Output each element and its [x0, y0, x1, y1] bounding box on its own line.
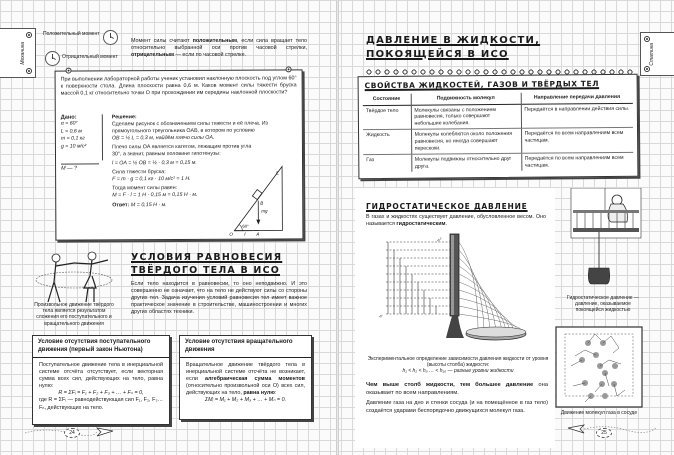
given-column: [61, 114, 103, 160]
bolt-icon: [286, 66, 292, 72]
table-cell: Твёрдое тело: [363, 105, 411, 130]
label-l: l: [244, 231, 246, 237]
clock-clockwise-icon: [45, 51, 60, 66]
given-length: L = 0,6 м: [60, 128, 82, 135]
hydrostatic-experiment-illustration: [378, 230, 528, 348]
balcony-illustration: [565, 188, 645, 286]
rotational-text: (относительно произвольной оси O) всех сил, действующих на тело,: [186, 383, 305, 397]
experiment-caption: Экспериментальное определение зависимости давления жидкости от уровня (высоты столба) жидкости: h₁ < h₂ < h₃ … < h₁₀ — разные уровни жидкости: [367, 356, 549, 375]
answer-label: Ответ:: [112, 202, 130, 209]
resultant-note: где R = ΣFᵢ — равнодействующая сил F₁, F₂, F₃…Fₙ, действующих на тело.: [39, 397, 163, 411]
label-L: L: [276, 170, 279, 177]
solution-line: Тогда момент силы равен:: [112, 185, 178, 192]
label-mg: mg: [261, 208, 268, 214]
table-cell: Передаётся по всем направлениям всем частицам.: [521, 128, 633, 154]
given-alpha: α = 60°: [60, 120, 78, 127]
moment-sum-formula: ΣMᵢ = M₁ + M₂ + M₃ + … + Mₙ = 0.: [204, 397, 287, 404]
section-tab-statics[interactable]: [640, 32, 674, 76]
level-label: h₁: [378, 313, 384, 319]
column-header-mobility: Подвижность молекул: [411, 93, 521, 105]
moment-definition: Момент силы считают положительным, если сила вращает тело относительно выбранной оси против часовой стрелки, отрицательным — если по часовой стрелке.: [131, 38, 307, 59]
translational-condition-title: Условие отсутствия поступательного движения (первый закон Ньютона): [33, 336, 169, 358]
gas-molecules-caption: Движение молекул газа в сосуде: [560, 410, 638, 416]
rotational-condition-box: [179, 335, 312, 420]
solution-line: M = F · l = 1 Н · 0,15 м = 0,15 Н · м.: [112, 191, 198, 199]
solution-title: Решение:: [111, 114, 137, 121]
translational-condition-box: [32, 335, 170, 425]
properties-table-box: [358, 74, 639, 179]
page-number-left: 24: [64, 428, 80, 438]
positive-moment-label: Положительный момент: [43, 31, 100, 37]
dancers-caption: Произвольное движение твёрдого тела является результатом сложения его поступательного и вращательного движения: [34, 302, 114, 327]
hydrostatic-title: ГИДРОСТАТИЧЕСКОЕ ДАВЛЕНИЕ: [366, 202, 528, 211]
label-O: O: [229, 231, 233, 237]
equilibrium-text: Если тело находится в равновесии, то оно неподвижно. И это совершенно не означает, что на тело не действуют силы со стороны других тел. Задача изучения условий равновесия тел имеет важное практическое значение в строительстве, машиностроении и многих других областях техники.: [131, 281, 307, 316]
given-g: g = 10 м/с²: [60, 142, 87, 150]
solution-line: F = m · g = 0,1 кг · 10 м/с² = 1 Н.: [112, 175, 191, 183]
bolt-icon: [26, 68, 32, 74]
given-title: Дано:: [60, 114, 77, 121]
rotational-condition-title: Условие отсутствия вращательного движения: [180, 336, 311, 358]
section-tab-label: Статика: [648, 42, 655, 66]
bolt-icon: [644, 66, 650, 72]
solution-line: Сила тяжести бруска:: [112, 169, 166, 176]
table-cell: Передаётся по всем направлениям всем частицам.: [521, 152, 633, 171]
section-tab-mechanics[interactable]: [0, 28, 36, 78]
level-label: h₁₀: [436, 236, 443, 243]
problem-statement: При выполнении лабораторной работы ученик установил наклонную плоскость под углом 60° к поверхности стола. Длина плоскости равна 0,6 м. Каков момент силы тяжести бруска массой 0,1 кг относительно точки O при прохождении им середины наклонной плоскости?: [60, 75, 297, 97]
gas-pressure-text: Давление газа на дно и стенки сосуда (и на помещённое в газ тело) создаётся ударами беспорядочно движущихся молекул газа.: [366, 400, 548, 414]
clock-counterclockwise-icon: [103, 30, 118, 45]
bolt-icon: [66, 68, 72, 74]
negative-moment-label: Отрицательный момент: [62, 54, 118, 60]
table-row: [363, 103, 633, 130]
table-cell: Газ: [363, 154, 411, 172]
solution-line: Сделаем рисунок с обозначением силы тяжести и её плеча. Из прямоугольного треугольника OAB, в котором по условию: [111, 120, 268, 135]
table-cell: Передаётся в направлении действия силы.: [521, 103, 633, 129]
bolt-icon: [26, 32, 32, 38]
table-cell: Молекулы подвижны относительно друг друга.: [411, 153, 521, 172]
pressure-height-statement: Чем выше столб жидкости, тем большее давление она оказывает по всем направлениям.: [366, 382, 548, 396]
page-title: ДАВЛЕНИЕ В ЖИДКОСТИ, ПОКОЯЩЕЙСЯ В ИСО: [366, 35, 541, 60]
table-cell: Жидкость: [363, 130, 411, 155]
hydrostatic-text: В газах и жидкостях существует давление, обусловленное весом. Оно называется гидростатическим.: [366, 214, 546, 228]
inclined-plane-diagram: [228, 162, 294, 236]
label-B: B: [260, 200, 264, 206]
properties-table-title: СВОЙСТВА ЖИДКОСТЕЙ, ГАЗОВ И ТВЁРДЫХ ТЕЛ: [364, 79, 600, 91]
solution-line: OB = ½ L = 0,3 м, найдём плечо силы OA.: [111, 134, 215, 142]
dancers-illustration: [34, 248, 114, 308]
answer-value: M = 0,15 Н · м.: [130, 202, 167, 209]
page-number-right: 25: [596, 428, 612, 438]
equilibrium-title: УСЛОВИЯ РАВНОВЕСИЯ ТВЁРДОГО ТЕЛА В ИСО: [131, 252, 283, 276]
example-problem-box: [55, 69, 304, 240]
column-header-pressure-direction: Направление передачи давления: [521, 92, 633, 104]
bolt-icon: [644, 36, 650, 42]
section-tab-label: Механика: [19, 41, 26, 65]
solution-line: l = OA = ½ OB = ½ · 0,3 м = 0,15 м.: [112, 159, 197, 167]
given-mass: m = 0,1 кг: [60, 135, 85, 142]
rotational-condition-body: [180, 358, 311, 409]
rotational-bold: равна нулю: [243, 390, 275, 397]
properties-table: [363, 92, 634, 173]
gas-molecules-diagram: [555, 326, 643, 408]
rotational-text: Вращательное движение твёрдого тела в инерциальной системе отсчёта не возникает, если: [186, 362, 305, 383]
rotational-bold: алгебраическая сумма моментов: [204, 376, 305, 383]
column-header-state: Состояние: [363, 94, 411, 106]
table-cell: Молекулы колеблются около положения равновесия, но иногда совершают перескоки.: [411, 129, 521, 155]
label-angle: 60°: [242, 223, 249, 229]
table-row: [363, 128, 633, 155]
newton-first-law-formula: R = ΣFᵢ = F₁ + F₂ + F₃ + … + Fₙ = 0,: [58, 390, 144, 397]
table-cell: Молекулы связаны с положением равновесия, только совершают небольшие колебания.: [411, 104, 521, 130]
solution-line: Плечо силы OA является катетом, лежащим против угла 30°, а значит, равным половине гипотенузы:: [111, 143, 252, 158]
table-row: [363, 152, 633, 172]
find-value: M — ?: [61, 163, 99, 171]
balcony-caption: Гидростатическое давление — давление, оказываемое покоящейся жидкостью: [567, 295, 639, 314]
label-A: A: [256, 231, 260, 237]
book-spine: [336, 0, 339, 455]
rotational-text: :: [274, 390, 277, 397]
translational-condition-text: Поступательное движение тела в инерциальной системе отсчёта отсутствует, если векторная сумма всех сил, действующих на тело, равна нулю:: [39, 362, 163, 390]
translational-condition-body: [33, 358, 169, 416]
